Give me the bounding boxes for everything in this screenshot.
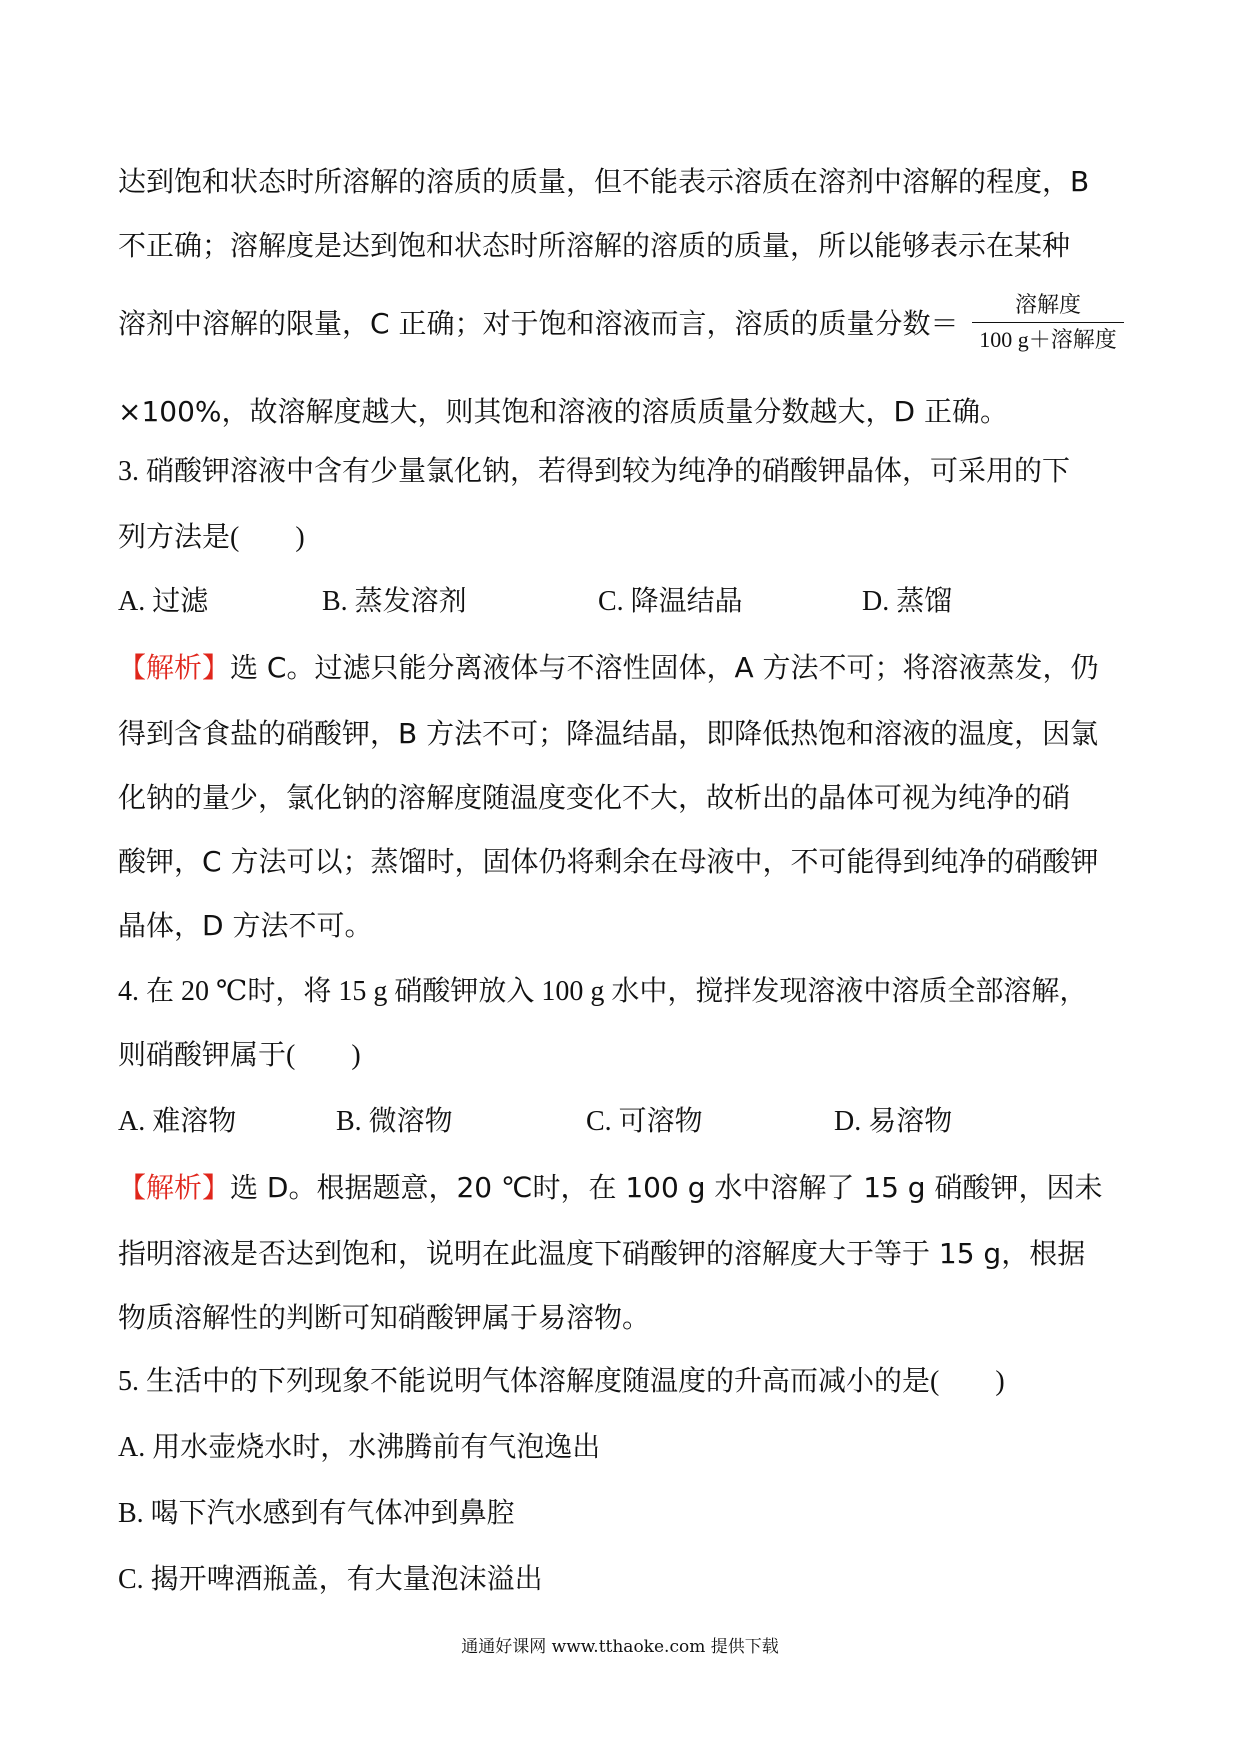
q4-option-b: B. 微溶物 xyxy=(336,1106,453,1137)
prev-analysis-line-2: 不正确；溶解度是达到饱和状态时所溶解的溶质的质量，所以能够表示在某种 xyxy=(118,229,1071,262)
mass-fraction-formula xyxy=(968,290,1128,355)
analysis-tag: 【解析】 xyxy=(118,651,231,684)
q5-option-c: C. 揭开啤酒瓶盖，有大量泡沫溢出 xyxy=(118,1564,543,1595)
q4-analysis-line-3: 物质溶解性的判断可知硝酸钾属于易溶物。 xyxy=(118,1301,651,1334)
prev-analysis-line-4: ×100%，故溶解度越大，则其饱和溶液的溶质质量分数越大，D 正确。 xyxy=(118,395,1008,428)
q4-analysis-line-1 xyxy=(118,1168,1102,1208)
prev-analysis-line-3: 溶剂中溶解的限量，C 正确；对于饱和溶液而言，溶质的质量分数＝ xyxy=(118,307,959,340)
q3-stem-line-1: 3. 硝酸钾溶液中含有少量氯化钠，若得到较为纯净的硝酸钾晶体，可采用的下 xyxy=(118,456,1071,487)
q4-stem-line-2: 则硝酸钾属于( ) xyxy=(118,1040,361,1071)
formula-numerator: 溶解度 xyxy=(1014,292,1081,317)
q4-analysis-line-2: 指明溶液是否达到饱和，说明在此温度下硝酸钾的溶解度大于等于 15 g，根据 xyxy=(118,1237,1086,1270)
q3-analysis-line-3: 化钠的量少，氯化钠的溶解度随温度变化不大，故析出的晶体可视为纯净的硝 xyxy=(118,781,1071,814)
q4-option-d: D. 易溶物 xyxy=(834,1106,953,1137)
q5-option-a: A. 用水壶烧水时，水沸腾前有气泡逸出 xyxy=(118,1432,601,1463)
prev-analysis-line-1: 达到饱和状态时所溶解的溶质的质量，但不能表示溶质在溶剂中溶解的程度，B xyxy=(118,165,1090,198)
q4-analysis-text-1: 选 D。根据题意，20 ℃时，在 100 g 水中溶解了 15 g 硝酸钾，因未 xyxy=(230,1171,1103,1204)
q3-analysis-line-2: 得到含食盐的硝酸钾，B 方法不可；降温结晶，即降低热饱和溶液的温度，因氯 xyxy=(118,717,1099,750)
q3-analysis-line-4: 酸钾，C 方法可以；蒸馏时，固体仍将剩余在母液中，不可能得到纯净的硝酸钾 xyxy=(118,845,1099,878)
q3-analysis-line-1 xyxy=(118,648,1099,688)
q3-stem-line-2: 列方法是( ) xyxy=(118,522,305,553)
q3-analysis-text-1: 选 C。过滤只能分离液体与不溶性固体，A 方法不可；将溶液蒸发，仍 xyxy=(230,651,1099,684)
analysis-tag: 【解析】 xyxy=(118,1171,231,1204)
q4-option-c: C. 可溶物 xyxy=(586,1106,703,1137)
q3-analysis-line-5: 晶体，D 方法不可。 xyxy=(118,909,373,942)
q4-option-a: A. 难溶物 xyxy=(118,1106,237,1137)
formula-denominator: 100 g＋溶解度 xyxy=(979,327,1117,352)
page-footer: 通通好课网 www.tthaoke.com 提供下载 xyxy=(461,1637,779,1657)
q3-option-a: A. 过滤 xyxy=(118,586,209,617)
q4-stem-line-1: 4. 在 20 ℃时，将 15 g 硝酸钾放入 100 g 水中，搅拌发现溶液中溶质全部溶解， xyxy=(118,976,1088,1007)
fraction-bar xyxy=(972,322,1124,323)
q5-option-b: B. 喝下汽水感到有气体冲到鼻腔 xyxy=(118,1498,515,1529)
q3-option-c: C. 降温结晶 xyxy=(598,586,743,617)
q3-option-b: B. 蒸发溶剂 xyxy=(322,586,467,617)
q5-stem-line-1: 5. 生活中的下列现象不能说明气体溶解度随温度的升高而减小的是( ) xyxy=(118,1366,1005,1397)
q3-option-d: D. 蒸馏 xyxy=(862,586,953,617)
